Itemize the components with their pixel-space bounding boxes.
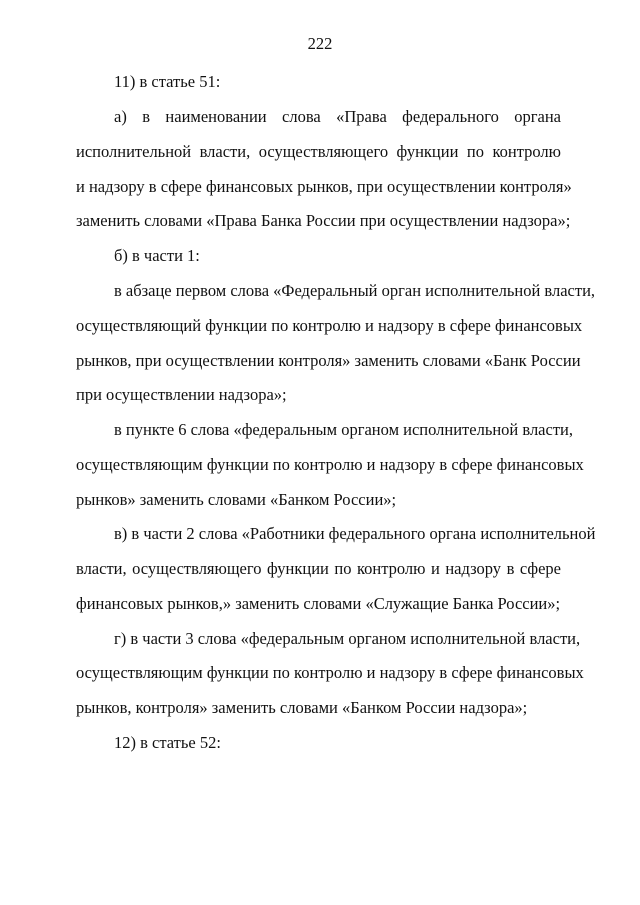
text-line: власти, осуществляющего функции по контролю и надзору в сфере: [76, 559, 561, 578]
text-line: заменить словами «Права Банка России при осуществлении надзора»;: [76, 211, 571, 230]
text-line: рынков» заменить словами «Банком России»;: [76, 490, 397, 509]
text-line: исполнительной власти, осуществляющего функции по контролю: [76, 142, 561, 161]
text-line: рынков, при осуществлении контроля» заменить словами «Банк России: [76, 351, 581, 370]
text-line: финансовых рынков,» заменить словами «Служащие Банка России»;: [76, 594, 561, 613]
text-line: в абзаце первом слова «Федеральный орган исполнительной власти,: [114, 281, 596, 300]
text-line: г) в части 3 слова «федеральным органом исполнительной власти,: [114, 629, 581, 648]
paragraph-heading: б) в части 1:: [114, 246, 200, 265]
text-line: а) в наименовании слова «Права федерального органа: [114, 107, 561, 126]
text-line: при осуществлении надзора»;: [76, 385, 287, 404]
text-line: в) в части 2 слова «Работники федерального органа исполнительной: [114, 524, 596, 543]
text-line: в пункте 6 слова «федеральным органом исполнительной власти,: [114, 420, 573, 439]
paragraph-heading: 12) в статье 52:: [114, 733, 221, 752]
paragraph-heading: 11) в статье 51:: [114, 72, 221, 91]
text-line: рынков, контроля» заменить словами «Банком России надзора»;: [76, 698, 528, 717]
text-line: осуществляющим функции по контролю и надзору в сфере финансовых: [76, 663, 584, 682]
text-line: и надзору в сфере финансовых рынков, при осуществлении контроля»: [76, 177, 572, 196]
text-line: осуществляющим функции по контролю и надзору в сфере финансовых: [76, 455, 584, 474]
text-line: осуществляющий функции по контролю и надзору в сфере финансовых: [76, 316, 583, 335]
page-number: 222: [307, 34, 333, 53]
